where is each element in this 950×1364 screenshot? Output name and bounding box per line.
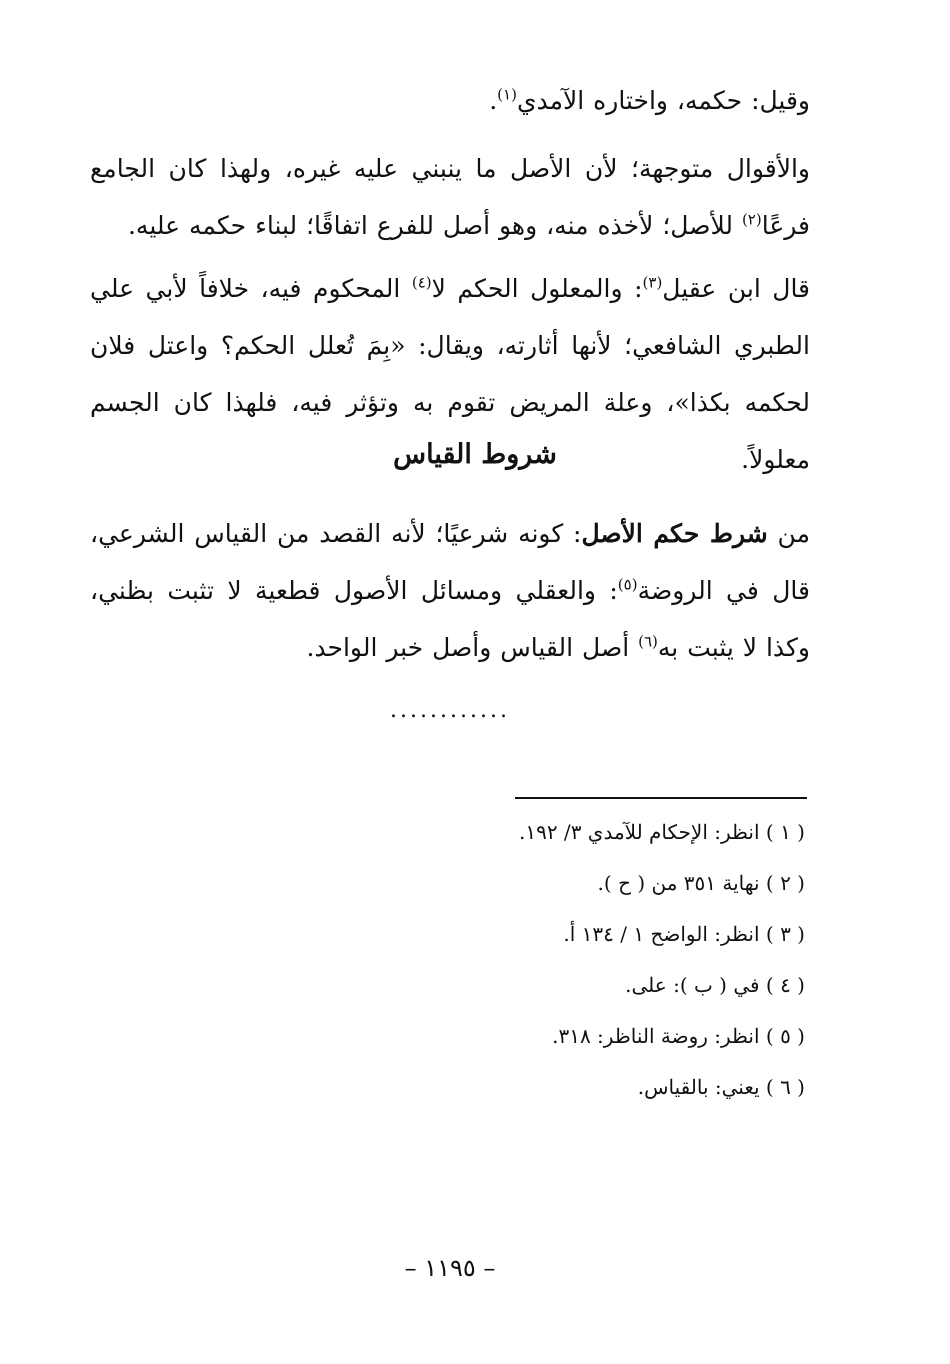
paragraph-text: : كونه شرعيًا؛ لأنه القصد من القياس الشرعي، قال في الروضة — [90, 519, 810, 605]
footnote-6: ( ٦ ) يعني: بالقياس. — [637, 1075, 805, 1099]
paragraph-1 — [90, 72, 810, 129]
footnote-1: ( ١ ) انظر: الإحكام للآمدي ٣/ ١٩٢. — [518, 820, 805, 844]
paragraph-text: : والمعلول الحكم لا — [431, 274, 643, 303]
paragraph-text: والأقوال متوجهة؛ لأن الأصل ما ينبني عليه غيره، ولهذا كان الجامع فرعًا — [90, 154, 810, 240]
footnote-4: ( ٤ ) في ( ب ): على. — [625, 973, 805, 997]
footnote-ref-5: (٥) — [617, 575, 638, 594]
paragraph-text: : والعقلي ومسائل الأصول قطعية لا تثبت بظني، وكذا لا يثبت به — [90, 576, 810, 662]
paragraph-4 — [90, 505, 810, 676]
footnotes-list — [200, 812, 805, 1118]
footnote-ref-6: (٦) — [638, 632, 658, 651]
paragraph-text: قال ابن عقيل — [662, 274, 811, 303]
footnote-divider — [515, 797, 807, 799]
footnote-ref-2: (٢) — [741, 210, 762, 229]
paragraph-text: المحكوم فيه، خلافاً لأبي علي الطبري الشافعي؛ لأنها أثارته، ويقال: «بِمَ تُعلل الحكم؟ واعتل فلان لحكمه بكذا»، وعلة المريض تقوم به وتؤثر فيه، فلهذا كان الجسم معلولاً. — [90, 274, 810, 474]
bold-term: شرط حكم الأصل — [581, 519, 768, 548]
paragraph-text: للأصل؛ لأخذه منه، وهو أصل للفرع اتفاقًا؛ لبناء حكمه عليه. — [127, 211, 742, 240]
paragraph-text: أصل القياس وأصل خبر الواحد. — [306, 633, 639, 662]
section-heading: شروط القياس — [393, 439, 557, 470]
footnote-ref-4: (٤) — [411, 273, 432, 292]
section-separator-dots: ............ — [390, 698, 510, 723]
paragraph-text: . — [489, 86, 498, 115]
page-number: – ١١٩٥ – — [404, 1254, 496, 1282]
footnote-3: ( ٣ ) انظر: الواضح ١ / ١٣٤ أ. — [563, 922, 805, 946]
footnote-2: ( ٢ ) نهاية ٣٥١ من ( ح ). — [597, 871, 805, 895]
paragraph-text: من — [767, 519, 810, 548]
footnote-ref-3: (٣) — [642, 273, 663, 292]
paragraph-2 — [90, 140, 810, 254]
footnote-ref-1: (١) — [497, 85, 517, 104]
paragraph-text: وقيل: حكمه، واختاره الآمدي — [516, 86, 810, 115]
footnote-5: ( ٥ ) انظر: روضة الناظر: ٣١٨. — [552, 1024, 805, 1048]
